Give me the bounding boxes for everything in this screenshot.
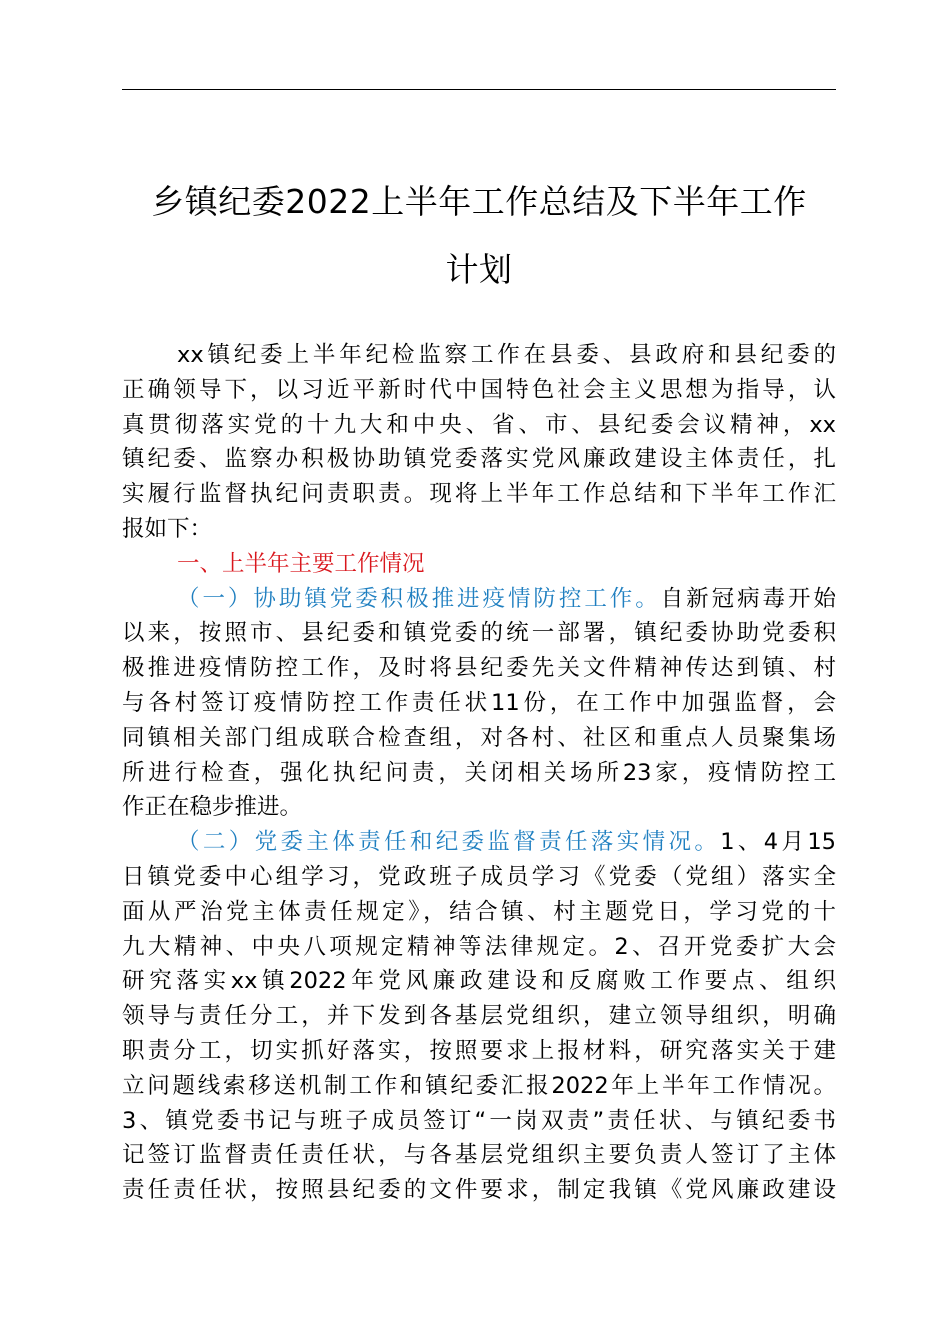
item1-first-line — [122, 582, 836, 617]
item1-line: 作正在稳步推进。 — [122, 794, 303, 821]
item1-line: 以来，按照市、县纪委和镇党委的统一部署，镇纪委协助党委积 — [122, 620, 836, 647]
intro-line: 真贯彻落实党的十九大和中央、省、市、县纪委会议精神，xx — [122, 411, 836, 438]
document-title — [122, 168, 836, 304]
item2-heading: （二）党委主体责任和纪委监督责任落实情况。 — [177, 829, 721, 856]
item2-first-line-rest: 1、4月15 — [720, 829, 836, 856]
intro-line: 正确领导下，以习近平新时代中国特色社会主义思想为指导，认 — [122, 376, 836, 403]
item2-line: 3、镇党委书记与班子成员签订“一岗双责”责任状、与镇纪委书 — [122, 1107, 836, 1134]
item2-line: 记签订监督责任责任状，与各基层党组织主要负责人签订了主体 — [122, 1142, 836, 1169]
intro-line: 实履行监督执纪问责职责。现将上半年工作总结和下半年工作汇 — [122, 481, 836, 508]
item2-line: 责任责任状，按照县纪委的文件要求，制定我镇《党风廉政建设 — [122, 1177, 836, 1204]
intro-line: 报如下： — [122, 515, 213, 542]
item2-first-line — [122, 825, 836, 860]
item2-line: 面从严治党主体责任规定》，结合镇、村主题党日，学习党的十 — [122, 898, 836, 925]
item1-line: 极推进疫情防控工作，及时将县纪委先关文件精神传达到镇、村 — [122, 655, 836, 682]
item1-line: 同镇相关部门组成联合检查组，对各村、社区和重点人员聚集场 — [122, 724, 836, 751]
item1-first-line-rest: 自新冠病毒开始 — [660, 585, 836, 612]
intro-line: xx镇纪委上半年纪检监察工作在县委、县政府和县纪委的 — [177, 342, 836, 368]
title-line-2: 计划 — [445, 250, 513, 289]
item1-line: 与各村签订疫情防控工作责任状11份，在工作中加强监督，会 — [122, 689, 836, 716]
item1-line: 所进行检查，强化执纪问责，关闭相关场所23家，疫情防控工 — [122, 759, 836, 786]
item2-line: 九大精神、中央八项规定精神等法律规定。2、召开党委扩大会 — [122, 933, 836, 960]
section-heading: 一、上半年主要工作情况 — [177, 550, 425, 577]
item2-line: 领导与责任分工，并下发到各基层党组织，建立领导组织，明确 — [122, 1003, 836, 1030]
item1-heading: （一）协助镇党委积极推进疫情防控工作。 — [177, 585, 661, 612]
item2-line: 日镇党委中心组学习，党政班子成员学习《党委（党组）落实全 — [122, 863, 836, 890]
item2-line: 立问题线索移送机制工作和镇纪委汇报2022年上半年工作情况。 — [122, 1072, 836, 1099]
title-line-1: 乡镇纪委2022上半年工作总结及下半年工作 — [151, 182, 807, 221]
item2-line: 职责分工，切实抓好落实，按照要求上报材料，研究落实关于建 — [122, 1037, 836, 1064]
document-body — [122, 338, 836, 1208]
intro-line: 镇纪委、监察办积极协助镇党委落实党风廉政建设主体责任，扎 — [122, 446, 836, 473]
header-rule — [122, 89, 836, 90]
item2-line: 研究落实xx镇2022年党风廉政建设和反腐败工作要点、组织 — [122, 968, 836, 995]
